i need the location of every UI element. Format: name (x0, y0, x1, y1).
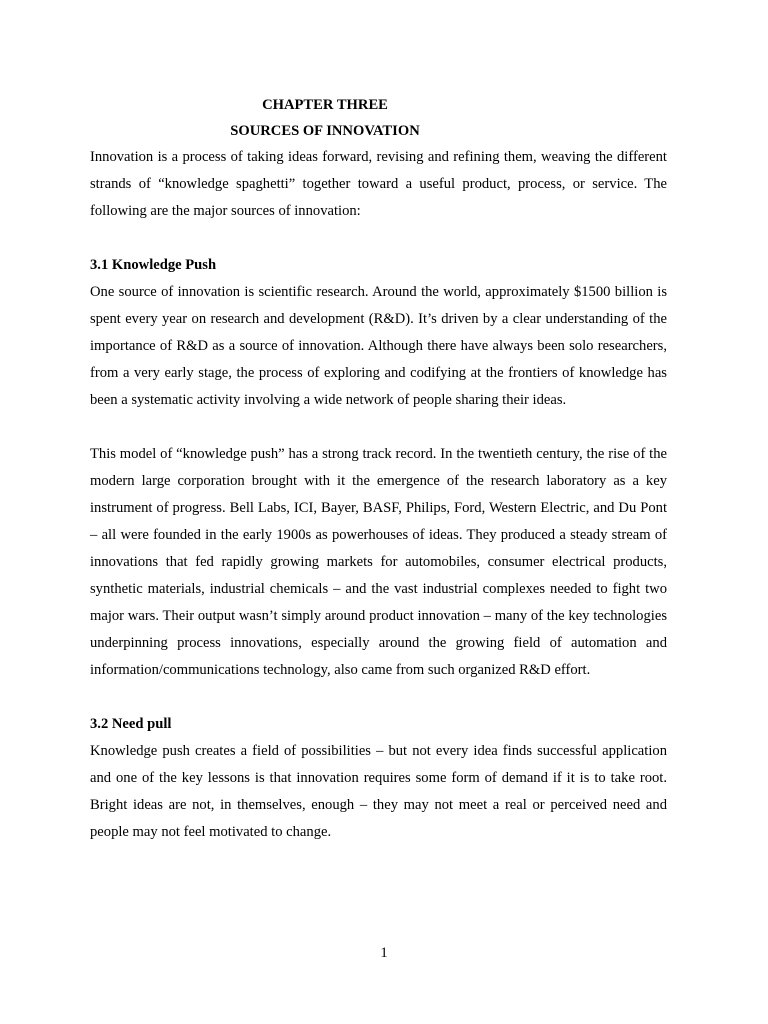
section-heading-knowledge-push: 3.1 Knowledge Push (90, 257, 217, 273)
need-pull-paragraph-1: Knowledge push creates a field of possibilities – but not every idea finds successful application and one of the key lessons is that innovation requires some form of demand if it is to take root. Bright ideas are not, in themselves, enough – they may not meet a real or perceived need and people may not feel motivated to change. (90, 743, 667, 840)
spacer (90, 684, 667, 711)
knowledge-push-paragraph-2: This model of “knowledge push” has a strong track record. In the twentieth century, the rise of the modern large corporation brought with it the emergence of the research laboratory as a key instrument of progress. Bell Labs, ICI, Bayer, BASF, Philips, Ford, Western Electric, and Du Pont – all were founded in the early 1900s as powerhouses of ideas. They produced a steady stream of innovations that fed rapidly growing markets for automobiles, consumer electrical products, synthetic materials, industrial chemicals – and the vast industrial complexes needed to fight two major wars. Their output wasn’t simply around product innovation – many of the key technologies underpinning process innovations, especially around the growing field of automation and information/communications technology, also came from such organized R&D effort. (90, 446, 667, 678)
chapter-subtitle: SOURCES OF INNOVATION (230, 123, 420, 139)
chapter-title: CHAPTER THREE (262, 97, 388, 113)
knowledge-push-paragraph-1: One source of innovation is scientific research. Around the world, approximately $1500 billion is spent every year on research and development (R&D). It’s driven by a clear understanding of the importance of R&D as a source of innovation. Although there have always been solo researchers, from a very early stage, the process of exploring and codifying at the frontiers of knowledge has been a systematic activity involving a wide network of people sharing their ideas. (90, 284, 667, 408)
spacer (90, 225, 667, 252)
section-heading-need-pull: 3.2 Need pull (90, 716, 172, 732)
intro-paragraph: Innovation is a process of taking ideas forward, revising and refining them, weaving the different strands of “knowledge spaghetti” together toward a useful product, process, or service. The following are the major sources of innovation: (90, 149, 667, 219)
spacer (90, 414, 667, 441)
page-number: 1 (380, 945, 388, 961)
page-content (90, 92, 667, 846)
